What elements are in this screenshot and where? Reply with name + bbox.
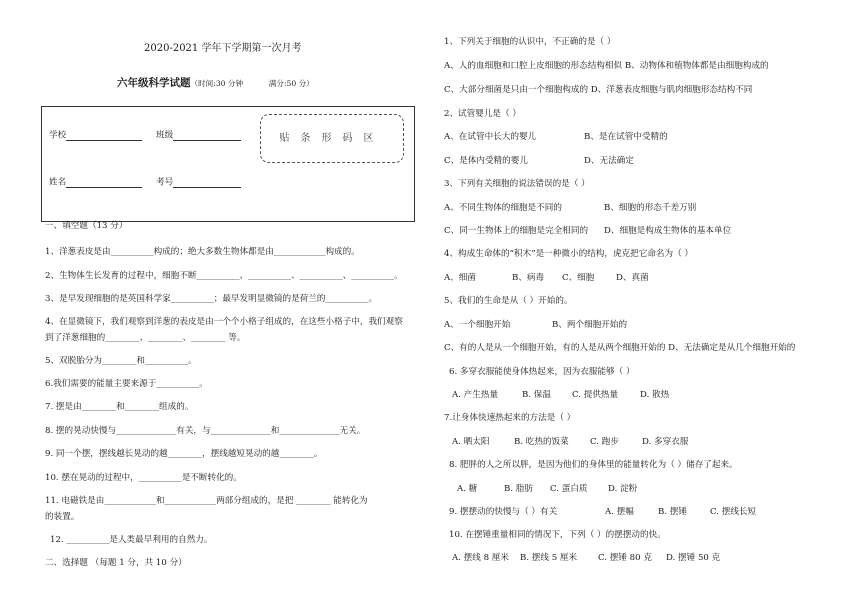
mc-question-10-option-a: A. 摆线 8 厘米: [452, 553, 509, 563]
question-3: 3、是早发现细胞的是英国科学家__________；最早发明显微镜的是荷兰的__________。: [45, 294, 378, 304]
mc-question-7-option-d: D. 多穿衣服: [642, 437, 689, 447]
question-1: 1、洋葱表皮是由__________构成的；绝大多数生物体都是由____________构成的。: [45, 247, 360, 257]
question-7: 7. 摆是由________和________组成的。: [45, 402, 194, 412]
mc-question-6-option-b: B. 保温: [522, 390, 551, 400]
mc-question-2: 2、试管婴儿是（ ）: [444, 109, 521, 119]
mc-question-8-option-b: B. 脂肪: [504, 484, 533, 494]
mc-question-10-option-c: C. 摆锤 80 克: [598, 553, 652, 563]
mc-question-3-option-d: D、细胞是构成生物体的基本单位: [604, 226, 732, 236]
question-6: 6.我们需要的能量主要来源于__________。: [45, 379, 208, 389]
mc-question-2-option-a: A、在试管中长大的婴儿: [444, 132, 537, 142]
mc-question-4-option-c: C、细胞: [562, 273, 595, 283]
mc-question-1-options-ab: A、人的血细胞和口腔上皮细胞的形态结构相似 B、动物体和植物体都是由细胞构成的: [444, 61, 769, 71]
mc-question-4: 4、构成生命体的“积木”是一种微小的结构，虎克把它命名为（ ）: [444, 249, 694, 259]
mc-question-7-option-a: A. 晒太阳: [452, 437, 490, 447]
question-11: 11. 电磁铁是由____________和____________两部分组成的，是把 ________ 能转化为: [45, 496, 368, 506]
class-label: 班级: [156, 130, 174, 141]
subtitle-time: （时间:30 分钟: [190, 79, 244, 88]
mc-question-9-option-c: C. 摆线长短: [710, 507, 757, 517]
mc-question-3-option-a: A、不同生物体的细胞是不同的: [444, 203, 562, 213]
section-fill-blank: 一、填空题（13 分）: [45, 221, 128, 231]
exam-number-field[interactable]: [156, 177, 241, 188]
mc-question-4-option-a: A、细菌: [444, 273, 476, 283]
question-9: 9. 同一个摆，摆线越长晃动的越________，摆线越短晃动的越________。: [45, 449, 323, 459]
mc-question-3-option-b: B、细胞的形态千差万别: [604, 203, 697, 213]
mc-question-6-option-c: C. 提供热量: [572, 390, 619, 400]
mc-question-5-option-a: A、一个细胞开始: [444, 320, 511, 330]
name-field[interactable]: [49, 177, 142, 188]
mc-question-9: 9. 摆摆动的快慢与（ ）有关: [449, 507, 558, 517]
exam-title: 2020-2021 学年下学期第一次月考: [144, 43, 302, 54]
mc-question-1: 1、下列关于细胞的认识中，不正确的是（ ）: [444, 37, 616, 47]
mc-question-5-options-cd: C、有的人是从一个细胞开始，有的人是从两个细胞开始的 D、无法确定是从几个细胞开始的: [444, 343, 796, 353]
mc-question-7: 7.让身体快速热起来的方法是（ ）: [444, 413, 576, 423]
question-4-continued: 到了洋葱细胞的________、________、________ 等。: [45, 333, 246, 343]
name-label: 姓名: [49, 177, 67, 188]
section-multiple-choice: 二、选择题 （每题 1 分，共 10 分）: [45, 558, 187, 568]
mc-question-10-option-b: B. 摆线 5 厘米: [520, 553, 578, 563]
mc-question-2-option-d: D、无法确定: [584, 156, 634, 166]
question-8: 8. 摆的晃动快慢与______________有关，与______________和______________无关。: [45, 426, 366, 436]
mc-question-7-option-b: B. 吃热的饭菜: [514, 437, 569, 447]
mc-question-7-option-c: C. 跑步: [590, 437, 619, 447]
question-2: 2、生物体生长发育的过程中，细胞不断__________、__________、__________、__________。: [45, 271, 403, 281]
school-field[interactable]: [49, 130, 142, 141]
mc-question-8-option-c: C. 蛋白质: [550, 484, 588, 494]
mc-question-5-option-b: B、两个细胞开始的: [552, 320, 628, 330]
mc-question-3-option-c: C、同一生物体上的细胞是完全相同的: [444, 226, 589, 236]
mc-question-10: 10. 在摆锤重量相同的情况下，下列（ ）的摆摆动的快。: [449, 530, 666, 540]
subtitle-main: 六年级科学试题: [117, 77, 191, 89]
mc-question-8-option-d: D. 淀粉: [608, 484, 638, 494]
class-field[interactable]: [156, 130, 241, 141]
mc-question-3: 3、下列有关细胞的说法错误的是（ ）: [444, 179, 590, 189]
question-10: 10. 摆在晃动的过程中，__________是不断转化的。: [45, 473, 242, 483]
mc-question-8-option-a: A. 糖: [457, 484, 478, 494]
barcode-area: 贴条形码区: [260, 114, 404, 163]
question-4: 4、在显微镜下，我们观察到洋葱的表皮是由一个个小格子组成的，在这些小格子中，我们观察: [45, 317, 403, 327]
mc-question-6-option-a: A. 产生热量: [452, 390, 499, 400]
mc-question-5: 5、我们的生命是从（ ）开始的。: [444, 296, 573, 306]
mc-question-4-option-b: B、病毒: [512, 273, 545, 283]
subtitle-score: 满分:50 分）: [268, 79, 314, 88]
mc-question-6-option-d: D. 散热: [640, 390, 670, 400]
school-label: 学校: [49, 130, 67, 141]
exam-subtitle: [117, 77, 314, 90]
mc-question-6: 6. 多穿衣服能使身体热起来，因为衣服能够（ ）: [449, 367, 635, 377]
mc-question-9-option-b: B. 摆锤: [658, 507, 687, 517]
exam-number-label: 考号: [156, 177, 174, 188]
mc-question-4-option-d: D、真菌: [616, 273, 649, 283]
mc-question-1-options-cd: C、大部分细菌是只由一个细胞构成的 D、洋葱表皮细胞与肌肉细胞形态结构不同: [444, 85, 753, 95]
mc-question-2-option-b: B、是在试管中受精的: [584, 132, 668, 142]
mc-question-8: 8. 肥胖的人之所以胖，是因为他们的身体里的能量转化为（ ）储存了起来。: [449, 460, 738, 470]
mc-question-2-option-c: C、是体内受精的婴儿: [444, 156, 528, 166]
mc-question-9-option-a: A. 摆幅: [605, 507, 634, 517]
question-5: 5、双脱胎分为________和__________。: [45, 356, 197, 366]
question-12: 12. __________是人类最早利用的自然力。: [50, 535, 213, 545]
mc-question-10-option-d: D. 摆锤 50 克: [666, 553, 721, 563]
question-11-continued: 的装置。: [45, 512, 80, 522]
